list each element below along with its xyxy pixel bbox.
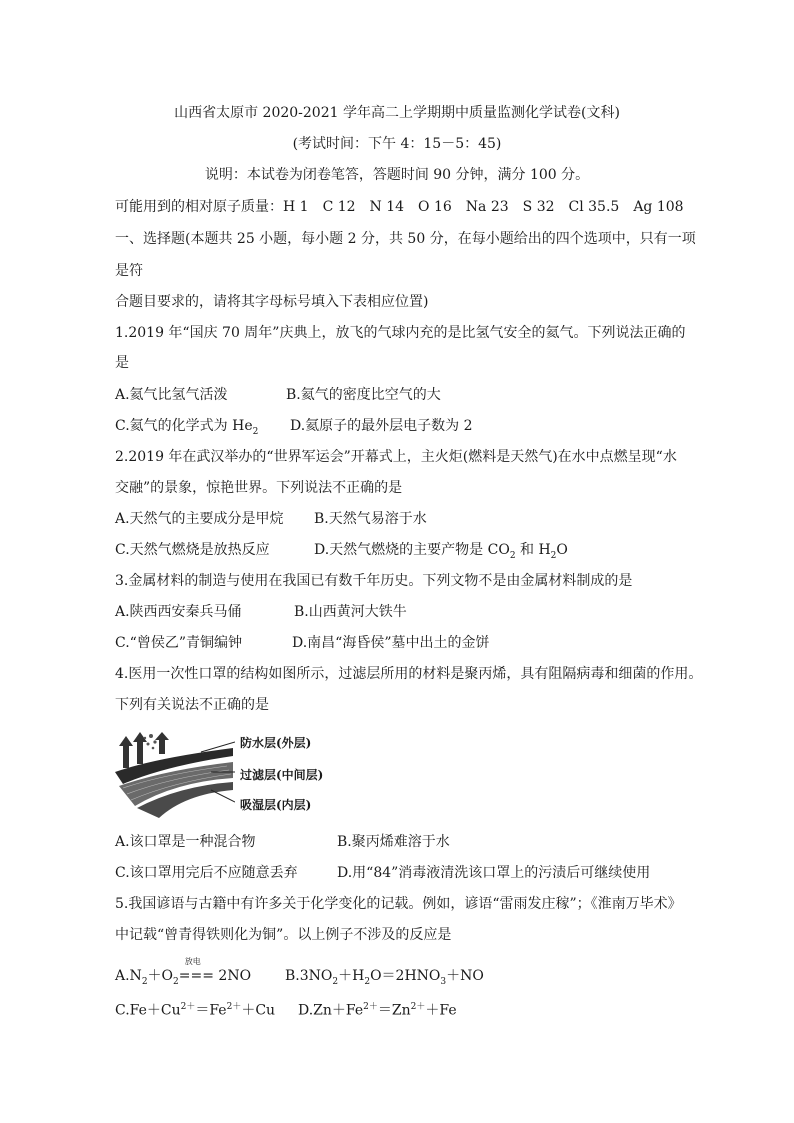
q4-option-d: D.用“84”消毒液清洗该口罩上的污渍后可继续使用 <box>337 865 651 881</box>
label-absorbent-layer: 吸湿层(内层) <box>240 798 312 812</box>
label-filter-layer: 过滤层(中间层) <box>240 768 324 782</box>
q4-stem-2: 下列有关说法不正确的是 <box>115 697 269 713</box>
label-waterproof-layer: 防水层(外层) <box>240 736 312 750</box>
section-instruction-1: 一、选择题(本题共 25 小题，每小题 2 分，共 50 分，在每小题给出的四个选项中，只有一项 <box>115 231 696 247</box>
q5-option-b: $B.3NO_2+H_2O=2HNO_3+NO$ <box>285 968 484 987</box>
q1-stem-1: 1.2019 年“国庆 70 周年”庆典上，放飞的气球内充的是比氢气安全的氦气。下列说法正确的 <box>115 325 686 341</box>
q3-option-c: C.“曾侯乙”青铜编钟 <box>115 635 242 651</box>
q2-option-b: B.天然气易溶于水 <box>314 511 427 527</box>
q1-stem-2: 是 <box>115 355 129 371</box>
q5-option-d: $D.Zn+Fe^{2+}=Zn^{2+}+Fe$ <box>298 1002 457 1019</box>
atomic-masses: 可能用到的相对原子质量：H 1 C 12 N 14 O 16 Na 23 S 32 Cl 35.5 Ag 108 <box>115 199 684 215</box>
section-instruction-3: 合题目要求的，请将其字母标号填入下表相应位置) <box>115 294 429 310</box>
section-instruction-2: 是符 <box>115 263 143 279</box>
q4-option-a: A.该口罩是一种混合物 <box>115 834 256 850</box>
q5-option-a: $A.N_2+O_2$ 放电 === 2NO <box>115 957 252 987</box>
q1-option-c: C.氦气的化学式为 $He_2$ <box>115 418 259 437</box>
exam-title: 山西省太原市 2020-2021 学年高二上学期期中质量监测化学试卷(文科) <box>174 105 620 121</box>
q2-option-c: C.天然气燃烧是放热反应 <box>115 542 270 558</box>
q5-option-c: $C.Fe+Cu^{2+}=Fe^{2+}+Cu$ <box>115 1002 276 1019</box>
q2-stem-1: 2.2019 年在武汉举办的“世界军运会”开幕式上，主火炬(燃料是天然气)在水中点燃呈现“水 <box>115 449 677 465</box>
q4-option-b: B.聚丙烯难溶于水 <box>337 834 450 850</box>
exam-time: (考试时间：下午 4：15－5：45) <box>292 136 502 152</box>
q1-option-b: B.氦气的密度比空气的大 <box>286 387 441 403</box>
exam-note: 说明：本试卷为闭卷笔答，答题时间 90 分钟，满分 100 分。 <box>204 167 590 183</box>
q5-stem-2: 中记载“曾青得铁则化为铜”。以上例子不涉及的反应是 <box>115 927 452 943</box>
q3-option-b: B.山西黄河大铁牛 <box>294 604 407 620</box>
q1-option-a: A.氦气比氢气活泼 <box>115 387 228 403</box>
reaction-condition: 放电 <box>184 957 201 966</box>
q2-stem-2: 交融”的景象，惊艳世界。下列说法不正确的是 <box>115 480 403 496</box>
q3-option-a: A.陕西西安秦兵马俑 <box>115 604 242 620</box>
q3-option-d: D.南昌“海昏侯”墓中出土的金饼 <box>292 635 490 651</box>
q3-stem: 3.金属材料的制造与使用在我国已有数千年历史。下列文物不是由金属材料制成的是 <box>115 573 633 589</box>
q4-stem-1: 4.医用一次性口罩的结构如图所示，过滤层所用的材料是聚丙烯，具有阻隔病毒和细菌的作用。 <box>115 666 703 682</box>
q5-stem-1: 5.我国谚语与古籍中有许多关于化学变化的记载。例如，谚语“雷雨发庄稼”；《淮南万毕术》 <box>115 896 682 912</box>
mask-layers-illustration <box>115 728 235 820</box>
q2-option-d: D.天然气燃烧的主要产物是 $CO_2$ 和 $H_2O$ <box>314 542 568 561</box>
q1-option-d: D.氦原子的最外层电子数为 2 <box>290 418 473 434</box>
q4-option-c: C.该口罩用完后不应随意丢弃 <box>115 865 298 881</box>
mask-structure-figure <box>115 728 345 820</box>
q2-option-a: A.天然气的主要成分是甲烷 <box>115 511 284 527</box>
